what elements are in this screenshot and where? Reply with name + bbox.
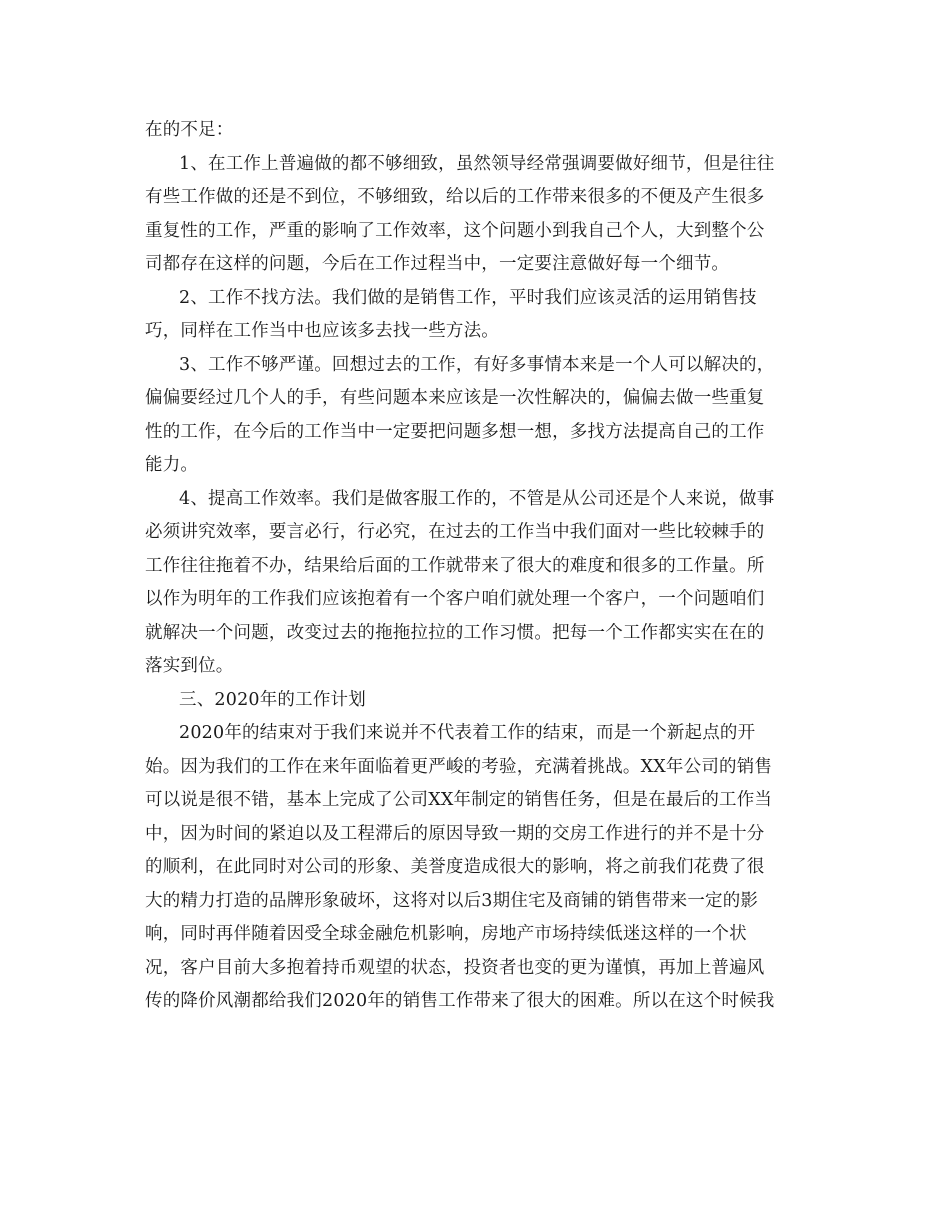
- text-line: 的顺利，在此同时对公司的形象、美誉度造成很大的影响，将之前我们花费了很: [145, 857, 765, 877]
- text-line: 性的工作，在今后的工作当中一定要把问题多想一想，多找方法提高自己的工作: [145, 421, 765, 442]
- text-line: 落实到位。: [145, 656, 234, 676]
- text-line: 始。因为我们的工作在来年面临着更严峻的考验，充满着挑战。XX年公司的销售: [145, 756, 773, 777]
- paragraph-4-start: 4、提高工作效率。我们是做客服工作的，不管是从公司还是个人来说，做事: [179, 488, 775, 509]
- text-line: 以作为明年的工作我们应该抱着有一个客户咱们就处理一个客户，一个问题咱们: [145, 589, 765, 609]
- text-line: 巧，同样在工作当中也应该多去找一些方法。: [145, 321, 499, 341]
- text-line: 中，因为时间的紧迫以及工程滞后的原因导致一期的交房工作进行的并不是十分: [145, 823, 765, 844]
- text-line: 大的精力打造的品牌形象破坏，这将对以后3期住宅及商铺的销售带来一定的影: [145, 890, 759, 911]
- document-body: [145, 114, 805, 1019]
- section-heading: 三、2020年的工作计划: [179, 689, 366, 710]
- text-line: 必须讲究效率，要言必行，行必究，在过去的工作当中我们面对一些比较棘手的: [145, 522, 765, 542]
- text-line: 重复性的工作，严重的影响了工作效率，这个问题小到我自己个人，大到整个公: [145, 220, 765, 241]
- text-line: 偏偏要经过几个人的手，有些问题本来应该是一次性解决的，偏偏去做一些重复: [145, 388, 765, 408]
- paragraph-5-start: 2020年的结束对于我们来说并不代表着工作的结束，而是一个新起点的开: [179, 723, 756, 743]
- paragraph-3-start: 3、工作不够严谨。回想过去的工作，有好多事情本来是一个人可以解决的，: [179, 354, 775, 375]
- text-line: 就解决一个问题，改变过去的拖拖拉拉的工作习惯。把每一个工作都实实在在的: [145, 622, 765, 643]
- text-line: 司都存在这样的问题，今后在工作过程当中，一定要注意做好每一个细节。: [145, 254, 730, 274]
- text-line: 况，客户目前大多抱着持币观望的状态，投资者也变的更为谨慎，再加上普遍风: [145, 957, 765, 978]
- text-line: 在的不足：: [145, 120, 234, 140]
- paragraph-2-start: 2、工作不找方法。我们做的是销售工作，平时我们应该灵活的运用销售技: [179, 287, 757, 308]
- text-line: 工作往往拖着不办，结果给后面的工作就带来了很大的难度和很多的工作量。所: [145, 555, 765, 576]
- text-line: 响，同时再伴随着因受全球金融危机影响，房地产市场持续低迷这样的一个状: [145, 924, 747, 944]
- text-line: 可以说是很不错，基本上完成了公司XX年制定的销售任务，但是在最后的工作当: [145, 790, 773, 810]
- text-line: 传的降价风潮都给我们2020年的销售工作带来了很大的困难。所以在这个时候我: [145, 991, 775, 1011]
- paragraph-1-start: 1、在工作上普遍做的都不够细致，虽然领导经常强调要做好细节，但是往往: [179, 153, 775, 174]
- text-line: 能力。: [145, 455, 199, 475]
- text-line: 有些工作做的还是不到位，不够细致，给以后的工作带来很多的不便及产生很多: [145, 187, 765, 207]
